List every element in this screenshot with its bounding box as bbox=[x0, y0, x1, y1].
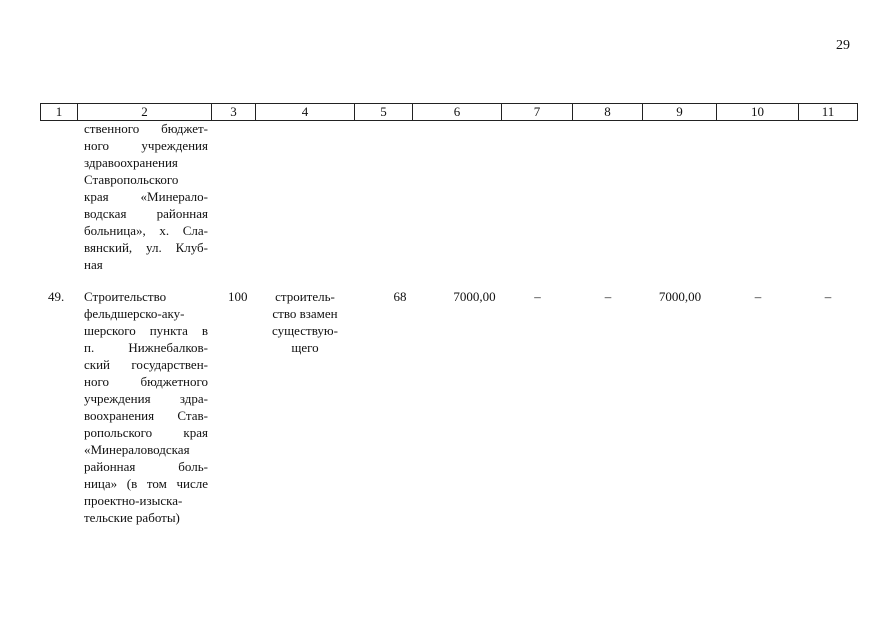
column-header-6: 6 bbox=[413, 104, 502, 121]
column-header-1: 1 bbox=[41, 104, 78, 121]
description-line: учреждения здра- bbox=[84, 391, 208, 406]
description-line: проектно-изыска- bbox=[84, 493, 183, 508]
column-header-5: 5 bbox=[355, 104, 413, 121]
column-header-2: 2 bbox=[78, 104, 212, 121]
column-header-11: 11 bbox=[799, 104, 858, 121]
work-type-line: ство взамен bbox=[272, 306, 338, 321]
description-line: ственного бюджет- bbox=[84, 121, 208, 136]
work-type-line: строитель- bbox=[275, 289, 335, 304]
column-9-value: 7000,00 bbox=[658, 289, 702, 304]
description-line: шерского пункта в bbox=[84, 323, 208, 338]
column-7-value: – bbox=[534, 289, 541, 304]
column-header-10: 10 bbox=[717, 104, 799, 121]
description-line: ного учреждения bbox=[84, 138, 208, 153]
column-number-header bbox=[40, 103, 858, 121]
column-8-value: – bbox=[604, 289, 612, 304]
column-header-4: 4 bbox=[256, 104, 355, 121]
description-line: тельские работы) bbox=[84, 510, 180, 525]
description-line: п. Нижнебалков- bbox=[84, 340, 208, 355]
row-number: 49. bbox=[48, 289, 65, 304]
description-line: ский государствен- bbox=[84, 357, 208, 372]
description-line: вянский, ул. Клуб- bbox=[84, 240, 208, 255]
description-line: здравоохранения bbox=[84, 155, 178, 170]
description-line: больница», х. Сла- bbox=[84, 223, 208, 238]
column-11-value: – bbox=[824, 289, 832, 304]
description-line: края «Минерало- bbox=[84, 189, 208, 204]
description-line: районная боль- bbox=[84, 459, 208, 474]
description-line: ропольского края bbox=[84, 425, 208, 440]
description-line: ного бюджетного bbox=[84, 374, 208, 389]
description-line: Ставропольского bbox=[84, 172, 179, 187]
column-header-9: 9 bbox=[643, 104, 717, 121]
description-line: «Минераловодская bbox=[84, 442, 190, 457]
capacity-value: 100 bbox=[228, 289, 248, 304]
column-header-3: 3 bbox=[212, 104, 256, 121]
column-10-value: – bbox=[754, 289, 762, 304]
work-type-line: существую- bbox=[272, 323, 338, 338]
description-line: ница» (в том числе bbox=[84, 476, 208, 491]
total-amount: 7000,00 bbox=[453, 289, 496, 304]
column-header-8: 8 bbox=[573, 104, 643, 121]
description-line: ная bbox=[84, 257, 103, 272]
description-line: фельдшерско-аку- bbox=[84, 306, 185, 321]
column-5-value: 68 bbox=[393, 289, 407, 304]
description-line: Строительство bbox=[84, 289, 167, 304]
description-line: водская районная bbox=[84, 206, 208, 221]
description-line: воохранения Став- bbox=[84, 408, 208, 423]
page-number: 29 bbox=[836, 38, 850, 53]
work-type-line: щего bbox=[291, 340, 319, 355]
column-header-7: 7 bbox=[502, 104, 573, 121]
